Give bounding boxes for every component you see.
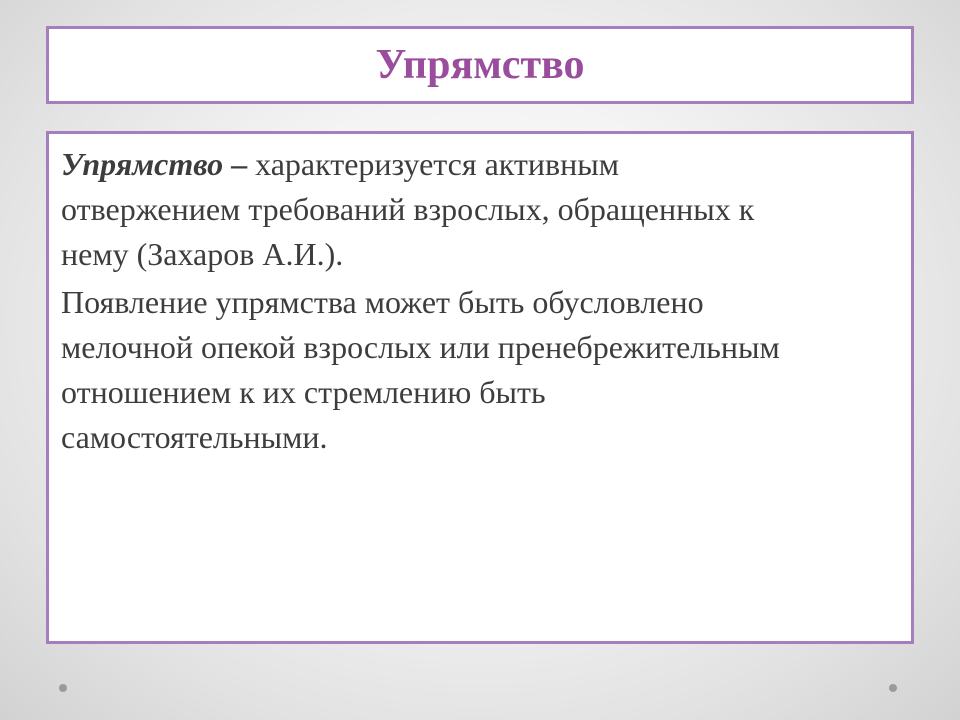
explanation-paragraph	[61, 280, 899, 460]
explanation-line-4: самостоятельными.	[61, 419, 328, 455]
definition-line-1	[61, 142, 899, 187]
title-box	[46, 26, 914, 104]
definition-dash: –	[231, 146, 248, 182]
definition-text: характеризуется активным	[255, 146, 620, 182]
definition-term: Упрямство	[61, 146, 224, 182]
definition-line-2: отвержением требований взрослых, обращенных к	[61, 191, 755, 227]
slide-title: Упрямство	[375, 42, 585, 88]
content-box	[46, 131, 914, 644]
explanation-line-2: мелочной опекой взрослых или пренебрежительным	[61, 329, 780, 365]
definition-line-3: нему (Захаров А.И.).	[61, 236, 344, 272]
explanation-line-1: Появление упрямства может быть обусловлено	[61, 284, 704, 320]
slide-dot-icon	[889, 684, 897, 692]
slide-dot-icon	[59, 684, 67, 692]
definition-paragraph	[61, 142, 899, 277]
explanation-line-3: отношением к их стремлению быть	[61, 374, 546, 410]
